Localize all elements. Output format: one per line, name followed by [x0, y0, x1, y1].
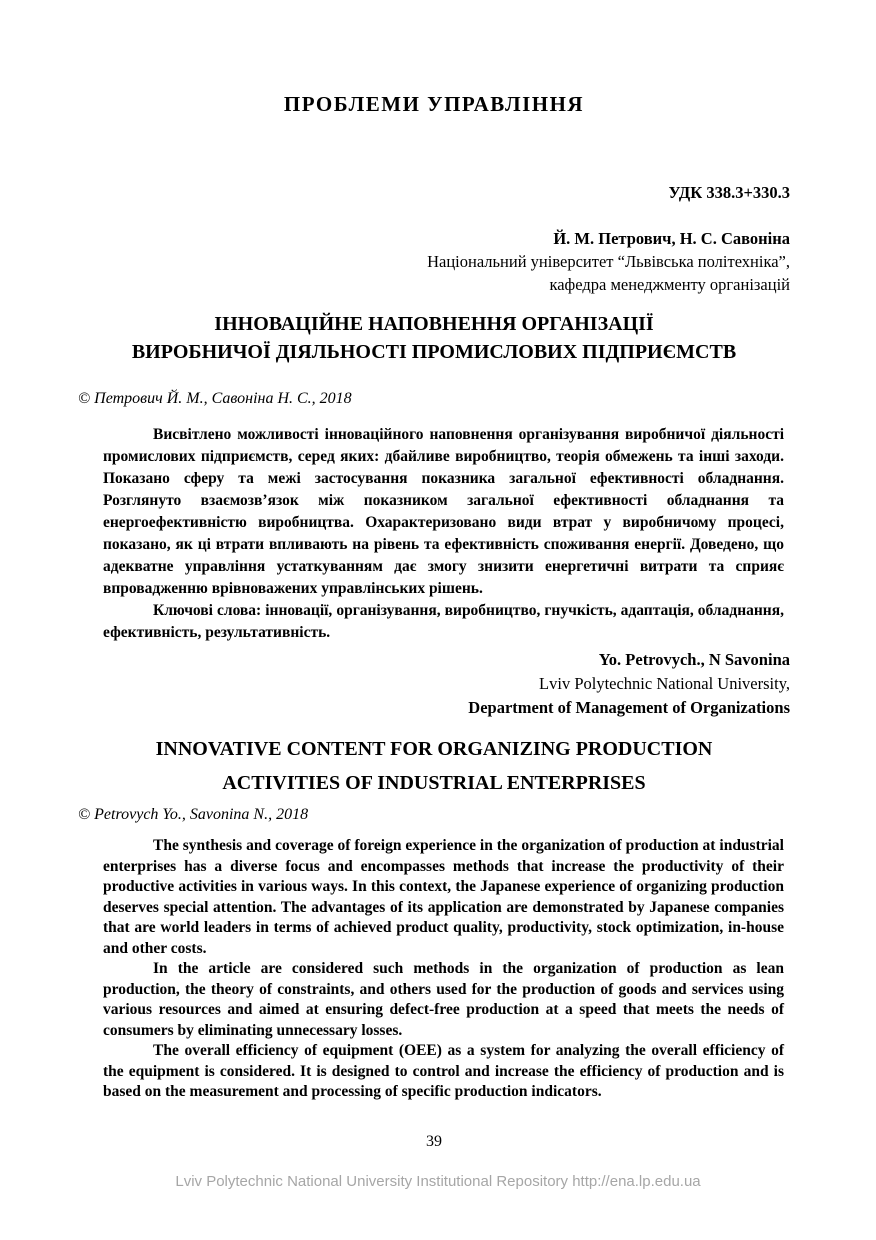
repository-footer: Lviv Polytechnic National University Institutional Repository http://ena.lp.edu.ua [175, 1172, 701, 1190]
affiliation-department-en: Department of Management of Organizations [468, 698, 790, 717]
article-title-en-line2: ACTIVITIES OF INDUSTRIAL ENTERPRISES [222, 772, 646, 794]
article-title-ua-line1: ІННОВАЦІЙНЕ НАПОВНЕННЯ ОРГАНІЗАЦІЇ [214, 313, 654, 335]
affiliation-university-ua: Національний університет “Львівська політехніка”, [427, 252, 790, 271]
affiliation-department-ua: кафедра менеджменту організацій [549, 275, 790, 294]
journal-section-header: ПРОБЛЕМИ УПРАВЛІННЯ [283, 92, 585, 116]
abstract-block-en [103, 836, 784, 1103]
affiliation-university-en: Lviv Polytechnic National University, [539, 674, 790, 693]
article-title-en [78, 732, 790, 800]
article-title-ua-line2: ВИРОБНИЧОЇ ДІЯЛЬНОСТІ ПРОМИСЛОВИХ ПІДПРИЄМСТВ [131, 341, 737, 363]
copyright-en: © Petrovych Yo., Savonina N., 2018 [78, 806, 309, 823]
abstract-en-paragraph-1: The synthesis and coverage of foreign experience in the organization of production at industrial enterprises has a diverse focus and encompasses methods that increase the productivity of their productive activities in various ways. In this context, the Japanese experience of organizing production deserves special attention. The advantages of its application are demonstrated by Japanese companies that are world leaders in terms of achieved product quality, productivity, stock optimization, in-house and other costs. [103, 837, 784, 957]
article-title-ua [78, 310, 790, 366]
authors-en: Yo. Petrovych., N Savonina [598, 650, 790, 669]
authors-block-en [78, 648, 790, 720]
abstract-ua-text: Висвітлено можливості інноваційного наповнення організування виробничої діяльності промислових підприємств, серед яких: дбайливе виробництво, теорія обмежень та інші заходи. Показано сферу та межі застосування показника загальної ефективності обладнання. Розглянуто взаємозв’язок між показником загальної ефективності обладнання та енергоефективністю виробництва. Охарактеризовано види втрат у виробничому процесі, показано, як ці втрати впливають на рівень та ефективність споживання енергії. Доведено, що адекватне управління устаткуванням дає змогу знизити енергетичні витрати та сприяє впровадженню врівноважених управлінських рішень. [103, 426, 784, 597]
udk-code: УДК 338.3+330.3 [668, 183, 790, 202]
authors-block-ua [78, 227, 790, 296]
copyright-ua: © Петрович Й. М., Савоніна Н. С., 2018 [78, 390, 352, 407]
article-title-en-line1: INNOVATIVE CONTENT FOR ORGANIZING PRODUCTION [155, 738, 713, 760]
keywords-ua: Ключові слова: інновації, організування, виробництво, гнучкість, адаптація, обладнання, ефективність, результативність. [103, 602, 784, 641]
abstract-en-paragraph-3: The overall efficiency of equipment (OEE) as a system for analyzing the overall efficiency of the equipment is considered. It is designed to control and increase the efficiency of production and is based on the measurement and processing of specific production indicators. [103, 1042, 784, 1100]
authors-ua: Й. М. Петрович, Н. С. Савоніна [553, 229, 790, 248]
abstract-block-ua [103, 424, 784, 644]
text-column [78, 0, 790, 1151]
abstract-en-paragraph-2: In the article are considered such methods in the organization of production as lean production, the theory of constraints, and others used for the production of goods and services using various resources and aimed at ensuring defect-free production at a speed that meets the needs of consumers by eliminating unnecessary losses. [103, 960, 784, 1039]
page-number: 39 [426, 1132, 442, 1150]
